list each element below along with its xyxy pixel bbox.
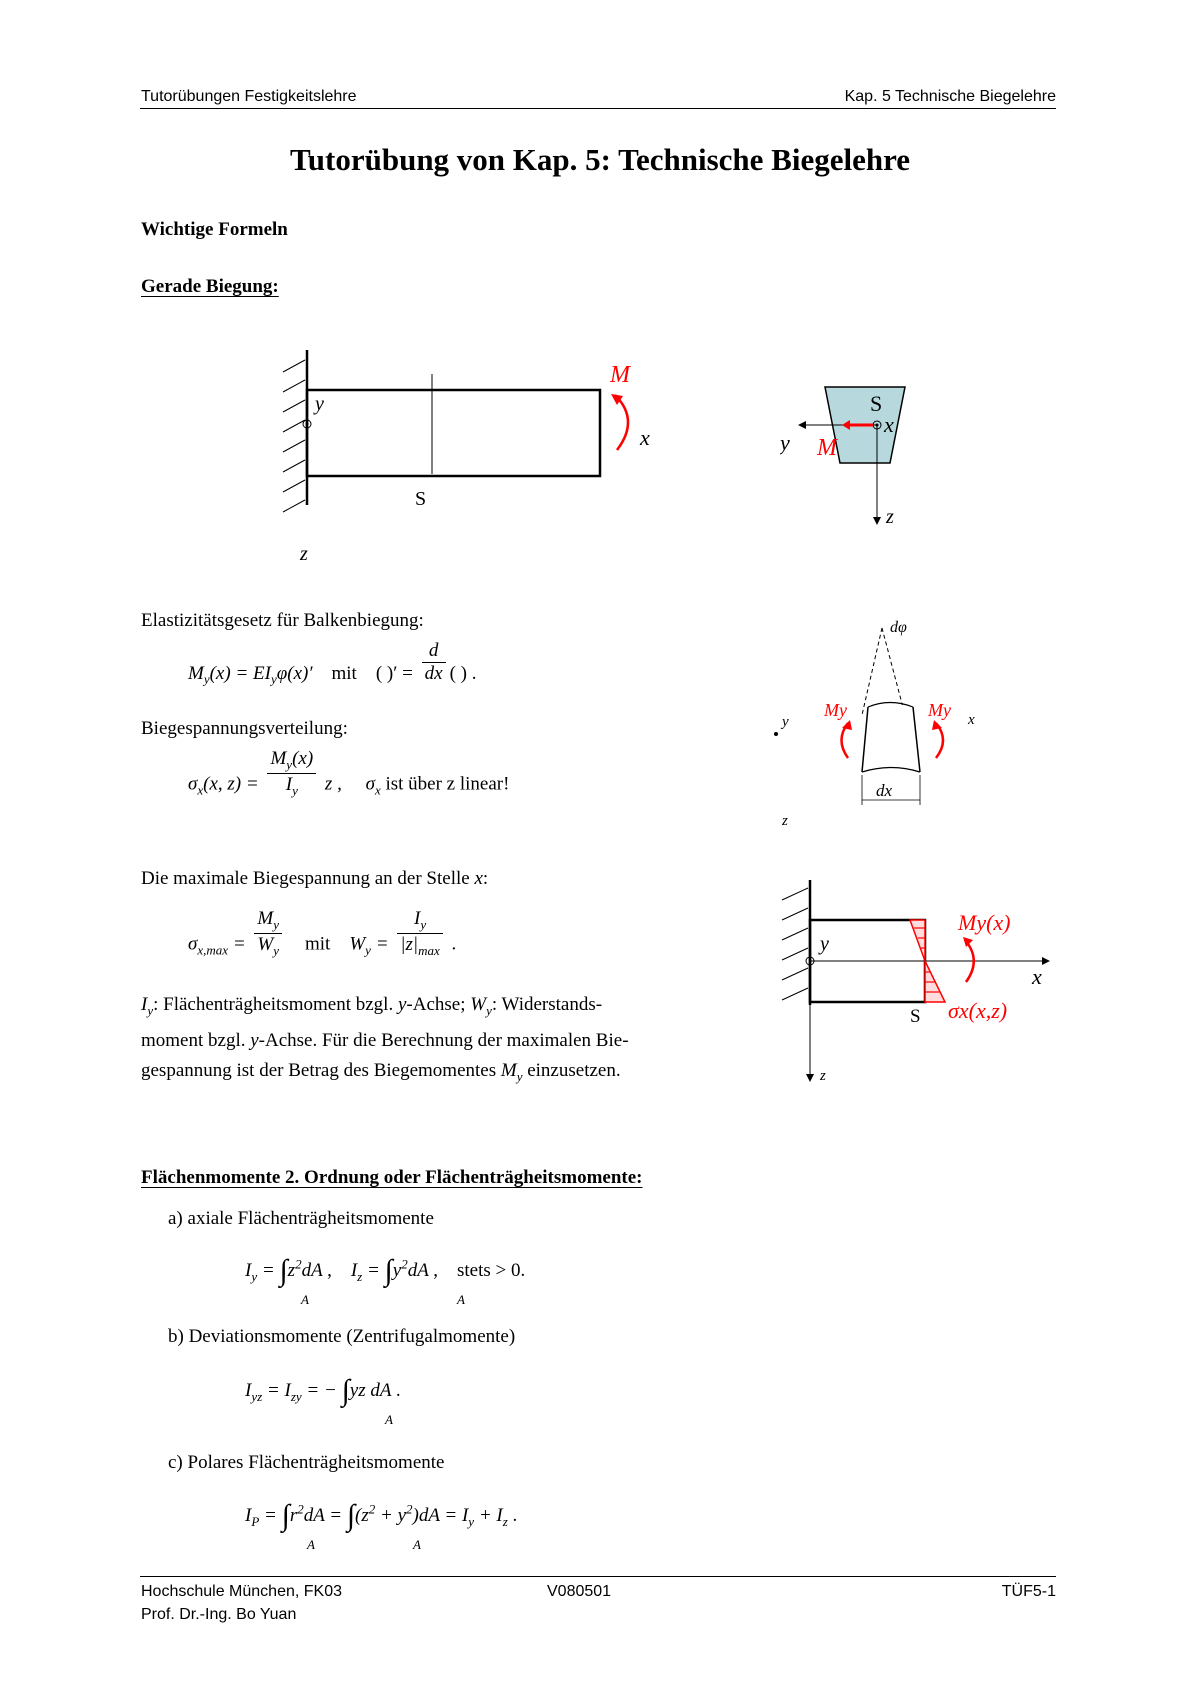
wedge-x-label: x	[968, 712, 975, 728]
max-stress-intro-text: Die maximale Biegespannung an der Stelle	[141, 868, 470, 889]
straight-bending-heading: Gerade Biegung:	[141, 276, 279, 297]
stress-distribution-figure	[760, 880, 1060, 1100]
item-a-text: a) axiale Flächenträgheitsmomente	[168, 1208, 434, 1229]
beam-figure	[255, 350, 675, 570]
deviation-moments-formula: $I_{yz} = I_{zy}$ = − ∫yz dA . A	[245, 1374, 401, 1427]
item-b-text: b) Deviationsmomente (Zentrifugalmomente)	[168, 1326, 516, 1347]
stress-sigma-label: σx(x,z)	[948, 998, 1008, 1023]
header-left: Tutorübungen Festigkeitslehre	[141, 88, 357, 105]
page-title: Tutorübung von Kap. 5: Technische Biegelehre	[289, 142, 911, 177]
beam-y-label: y	[315, 393, 324, 415]
max-stress-intro: Die maximale Biegespannung an der Stelle x:	[141, 868, 489, 889]
footer-version: V080501	[547, 1583, 612, 1600]
wedge-my-right-label: My	[928, 700, 951, 720]
stress-s-label: S	[910, 1006, 921, 1027]
section-y-label: y	[780, 430, 790, 455]
section-moment-label: M	[817, 435, 837, 461]
moments-heading: Flächenmomente 2. Ordnung oder Flächenträgheitsmomente:	[141, 1167, 643, 1188]
header-right: Kap. 5 Technische Biegelehre	[844, 88, 1056, 105]
mit-word-2: mit	[305, 933, 331, 955]
beam-z-label: z	[300, 543, 308, 565]
wedge-my-left-label: My	[824, 700, 847, 720]
polar-moment-formula: $I_P = \int r^2dA = \int(z^2 + y^2)dA = I_y + I_z$ . A A	[245, 1499, 518, 1552]
wedge-dx-label: dx	[876, 781, 893, 800]
stress-distribution-text: Biegespannungsverteilung:	[141, 718, 348, 739]
item-c-text: c) Polares Flächenträgheitsmomente	[168, 1452, 445, 1473]
wedge-y-label: y	[782, 714, 789, 730]
header-rule	[140, 108, 1056, 109]
beam-moment-label: M	[610, 362, 630, 388]
stress-y-label: y	[820, 933, 829, 955]
max-stress-formula: $\sigma_{x,max}$ = $\frac{M_y}{W_y}$ mit $W_y$ = $\frac{I_y}{|z|_{max}}$ .	[188, 908, 457, 958]
elasticity-law-formula: $M_y(x) = EI_y\varphi(x)'$ mit ( )′ = $\frac{d}{dx}$ ( ) .	[188, 640, 477, 687]
cross-section-figure	[780, 375, 930, 550]
footer-rule	[140, 1576, 1056, 1577]
stress-x-label: x	[1032, 964, 1042, 989]
beam-s-label: S	[415, 488, 427, 510]
important-formulas-heading: Wichtige Formeln	[141, 219, 288, 240]
section-z-label: z	[886, 506, 894, 528]
always-positive-text: stets > 0.	[456, 1260, 526, 1281]
stress-moment-label: My(x)	[958, 910, 1011, 935]
explanation-paragraph: $I_y$: Flächenträgheitsmoment bzgl. y-Achse; $W_y$: Widerstands- moment bzgl. y-Achse. Für die Berechnung der maximalen Bie- gespannung ist der Betrag des Biegemomentes $M_y$ einzusetzen.	[141, 994, 629, 1084]
axial-moments-formula: $I_y = \int z^2dA$ , $I_z = \int y^2dA$ , stets > 0. A A	[245, 1254, 526, 1307]
stress-formula: $\sigma_x(x$, z) = $\frac{M_y(x)}{I_y}$ z , $\sigma_x$ ist über z linear!	[188, 748, 510, 798]
footer-author: Prof. Dr.-Ing. Bo Yuan	[141, 1606, 297, 1623]
wedge-z-label: z	[782, 813, 788, 829]
elasticity-law-text: Elastizitätsgesetz für Balkenbiegung:	[141, 610, 424, 631]
footer-school: Hochschule München, FK03	[141, 1583, 342, 1600]
footer-page: TÜF5-1	[1001, 1583, 1056, 1600]
wedge-dphi-label: dφ	[890, 620, 907, 636]
mit-word-1: mit	[331, 662, 357, 684]
linear-note: ist über z linear!	[385, 773, 510, 795]
section-x-label: x	[884, 412, 894, 437]
section-s-label: S	[870, 391, 883, 416]
stress-z-label: z	[820, 1068, 826, 1084]
wedge-figure	[770, 620, 1000, 835]
beam-x-label: x	[640, 425, 650, 450]
